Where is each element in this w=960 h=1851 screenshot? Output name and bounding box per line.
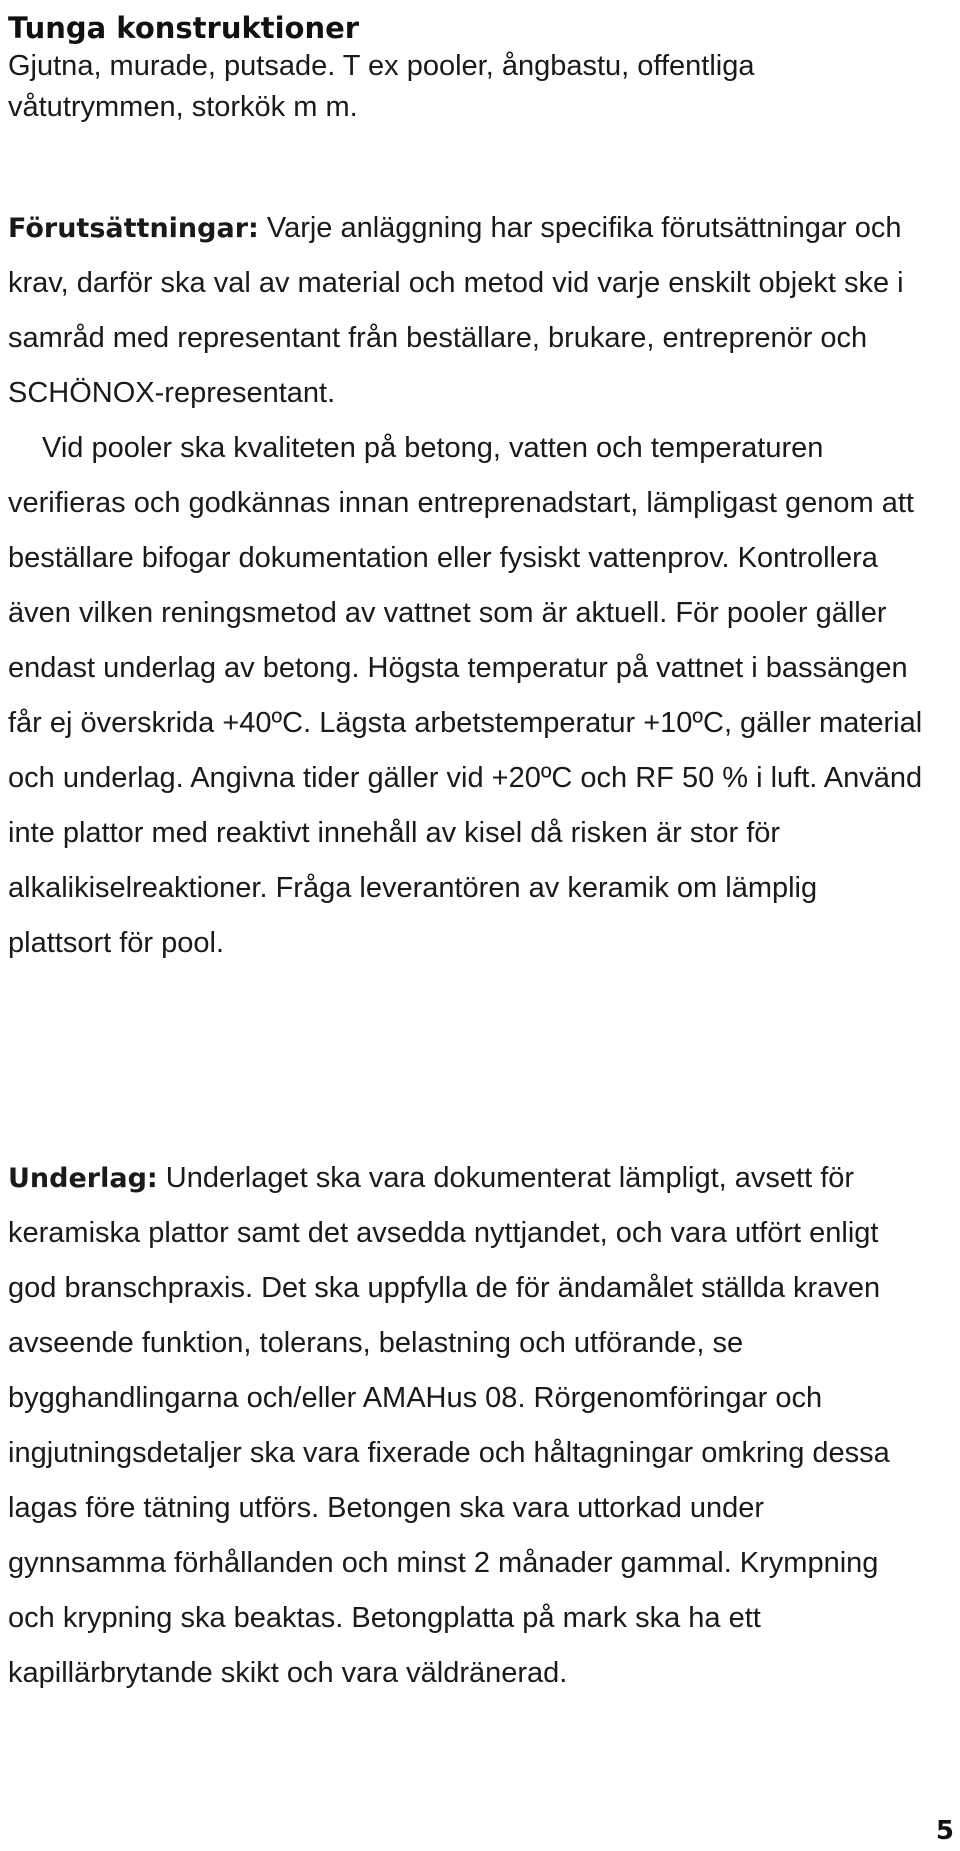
pool-requirements-text: Vid pooler ska kvaliteten på betong, vatten och temperaturen verifieras och godkännas innan entreprenadstart, lämpligast genom att beställare bifogar dokumentation eller fysiskt vattenprov. Kontrollera även vilken reningsmetod av vattnet som är aktuell. För pooler gäller endast underlag av betong. Högsta temperatur på vattnet i bassängen får ej överskrida +40ºC. Lägsta arbetstemperatur +10ºC, gäller material och underlag. Angivna tider gäller vid +20ºC och RF 50 % i luft. Använd inte plattor med reaktivt innehåll av kisel då risken är stor för alkalikiselreaktioner. Fråga leverantören av keramik om lämplig plattsort för pool. (8, 432, 923, 959)
intro-paragraph: Gjutna, murade, putsade. T ex pooler, ångbastu, offentliga våtutrymmen, storkök m m. (8, 50, 755, 123)
forutsattningar-label: Förutsättningar: (8, 213, 259, 244)
page-number: 5 (935, 1816, 954, 1846)
section-heading: Tunga konstruktioner (8, 11, 360, 45)
forutsattningar-paragraph (8, 201, 928, 971)
underlag-paragraph (8, 1151, 928, 1701)
forutsattningar-text: Varje anläggning har specifika förutsättningar och krav, darför ska val av material och metod vid varje enskilt objekt ske i samråd med representant från beställare, brukare, entreprenör och SCHÖNOX-representant. (8, 212, 904, 409)
underlag-text: Underlaget ska vara dokumenterat lämpligt, avsett för keramiska plattor samt det avsedda nyttjandet, och vara utfört enligt god branschpraxis. Det ska uppfylla de för ändamålet ställda kraven avseende funktion, tolerans, belastning och utförande, se bygghandlingarna och/eller AMAHus 08. Rörgenomföringar och ingjutningsdetaljer ska vara fixerade och håltagningar omkring dessa lagas före tätning utförs. Betongen ska vara uttorkad under gynnsamma förhållanden och minst 2 månader gammal. Krympning och krypning ska beaktas. Betongplatta på mark ska ha ett kapillärbrytande skikt och vara väldränerad. (8, 1162, 890, 1689)
intro-section (8, 8, 928, 128)
underlag-label: Underlag: (8, 1163, 158, 1194)
